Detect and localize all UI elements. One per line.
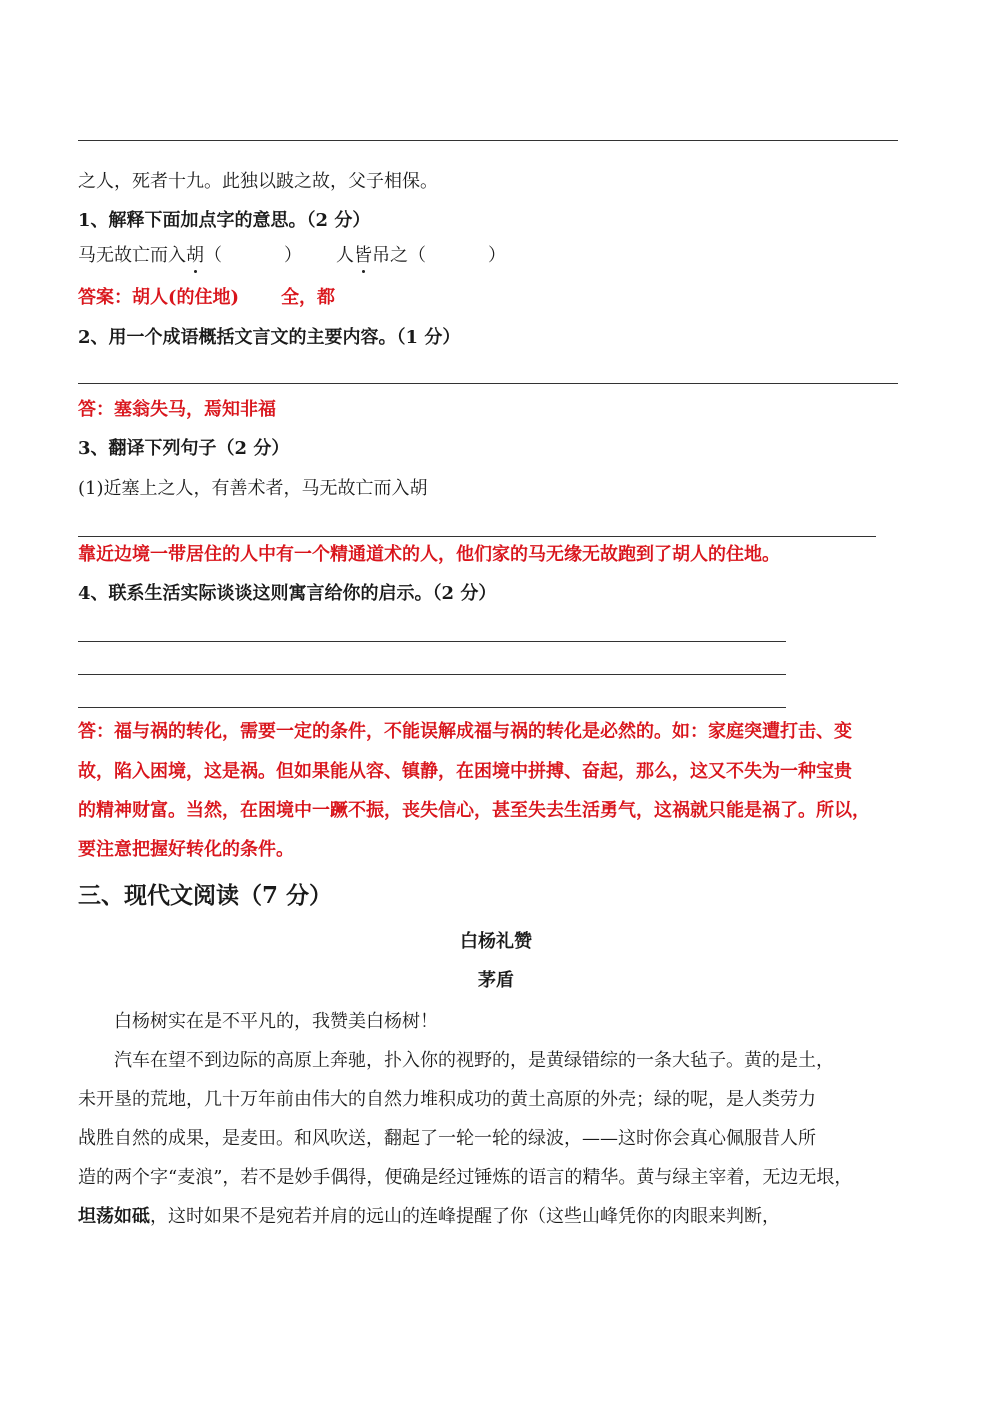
article-paragraph-2-line-4: 造的两个字“麦浪”，若不是妙手偶得，便确是经过锤炼的语言的精华。黄与绿主宰着，无边无垠， <box>78 1167 853 1188</box>
section-heading: 三、现代文阅读（7 分） <box>78 882 333 909</box>
answer-2: 答：塞翁失马，焉知非福 <box>78 399 276 420</box>
answer-1-part1: 胡人(的住地) <box>132 287 240 308</box>
item1-open-paren: （ <box>204 245 222 266</box>
item2-dotted-char: 皆 <box>354 245 372 266</box>
item1-prefix: 马无故亡而入 <box>78 245 186 266</box>
bold-phrase: 坦荡如砥 <box>78 1206 150 1227</box>
top-divider <box>78 140 898 141</box>
answer-4-line-2: 故，陷入困境，这是祸。但如果能从容、镇静，在困境中拼搏、奋起，那么，这又不失为一种宝贵 <box>78 761 852 782</box>
article-author: 茅盾 <box>478 970 514 991</box>
answer-line-q4-2 <box>78 674 786 675</box>
article-paragraph-1: 白杨树实在是不平凡的，我赞美白杨树！ <box>114 1011 438 1032</box>
question-3-sentence: (1)近塞上之人，有善术者，马无故亡而入胡 <box>78 478 428 499</box>
question-1: 1、解释下面加点字的意思。（2 分） <box>78 210 371 231</box>
item2-suffix: 吊之 <box>372 245 408 266</box>
answer-1-label: 答案： <box>78 287 132 308</box>
answer-4-line-4: 要注意把握好转化的条件。 <box>78 839 294 860</box>
article-paragraph-2-line-3: 战胜自然的成果，是麦田。和风吹送，翻起了一轮一轮的绿波，——这时你会真心佩服昔人所 <box>78 1128 816 1149</box>
question-1-items <box>78 244 506 268</box>
item2-close-paren: ） <box>488 245 506 266</box>
answer-line-q4-3 <box>78 707 786 708</box>
item2-open-paren: （ <box>408 245 426 266</box>
article-paragraph-2-line-2: 未开垦的荒地，几十万年前由伟大的自然力堆积成功的黄土高原的外壳；绿的呢，是人类劳力 <box>78 1089 816 1110</box>
item1-dotted-char: 胡 <box>186 245 204 266</box>
answer-1-part2: 全，都 <box>281 287 336 308</box>
question-2: 2、用一个成语概括文言文的主要内容。（1 分） <box>78 327 461 348</box>
article-paragraph-2-line-1: 汽车在望不到边际的高原上奔驰，扑入你的视野的，是黄绿错综的一条大毡子。黄的是土， <box>114 1050 834 1071</box>
item1-close-paren: ） <box>284 245 302 266</box>
article-title: 白杨礼赞 <box>460 931 532 952</box>
passage-end-text: 之人，死者十九。此独以跛之故，父子相保。 <box>78 171 438 192</box>
answer-line-q3 <box>78 536 876 537</box>
answer-3: 靠近边境一带居住的人中有一个精通道术的人，他们家的马无缘无故跑到了胡人的住地。 <box>78 544 780 565</box>
answer-4-line-3: 的精神财富。当然，在困境中一蹶不振，丧失信心，甚至失去生活勇气，这祸就只能是祸了。所以， <box>78 800 870 821</box>
item2-prefix: 人 <box>336 245 354 266</box>
article-paragraph-2-line-5 <box>78 1205 780 1229</box>
answer-line-q4-1 <box>78 641 786 642</box>
question-4: 4、联系生活实际谈谈这则寓言给你的启示。（2 分） <box>78 583 497 604</box>
question-3: 3、翻译下列句子（2 分） <box>78 438 290 459</box>
answer-1 <box>78 286 335 310</box>
answer-4-line-1: 答：福与祸的转化，需要一定的条件，不能误解成福与祸的转化是必然的。如：家庭突遭打击、变 <box>78 721 852 742</box>
answer-line-q2 <box>78 383 898 384</box>
line-rest: ，这时如果不是宛若并肩的远山的连峰提醒了你（这些山峰凭你的肉眼来判断， <box>150 1206 780 1227</box>
